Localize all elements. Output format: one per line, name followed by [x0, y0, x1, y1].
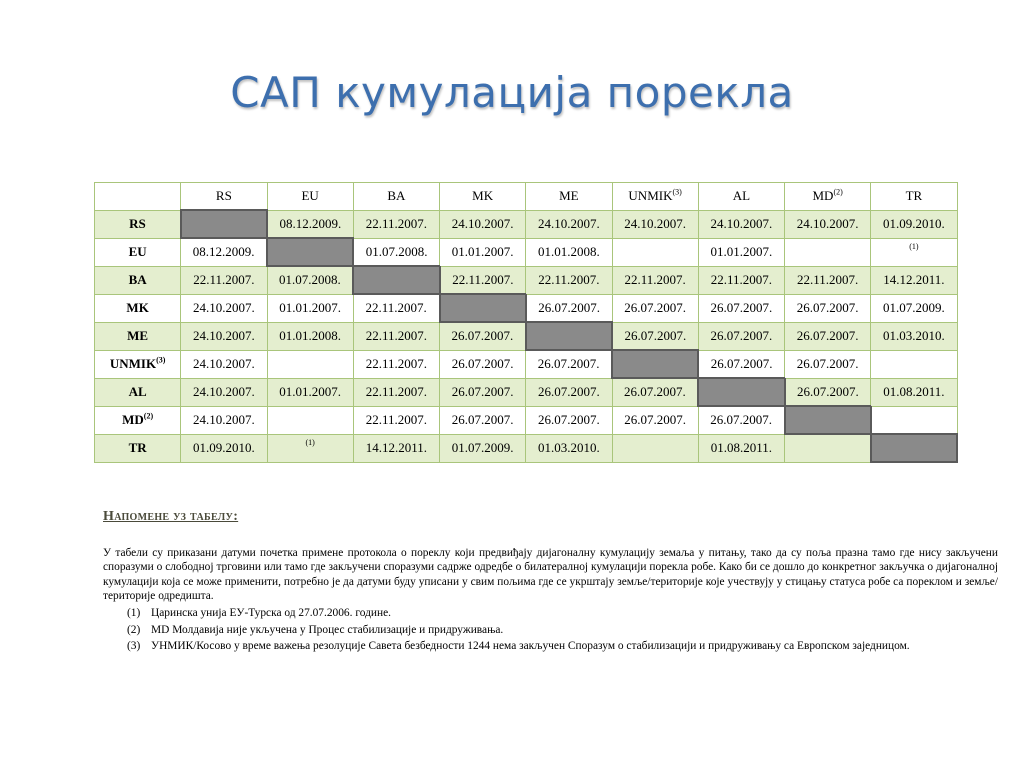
column-header-label: RS	[215, 188, 232, 203]
date-cell: 24.10.2007.	[612, 210, 698, 238]
date-cell: 26.07.2007.	[698, 322, 784, 350]
footnotes-list	[103, 605, 998, 655]
column-header	[698, 183, 784, 211]
date-cell: 01.03.2010.	[871, 322, 957, 350]
row-header-label: UNMIK	[109, 356, 157, 371]
footnote-marker: (2)	[143, 411, 154, 421]
date-cell: 26.07.2007.	[785, 378, 871, 406]
date-cell: 22.11.2007.	[353, 294, 439, 322]
table-row	[95, 294, 958, 322]
date-cell: 22.11.2007.	[353, 322, 439, 350]
date-cell: 22.11.2007.	[612, 266, 698, 294]
footnote-item	[103, 638, 998, 655]
diagonal-cell	[440, 294, 526, 322]
row-header-label: BA	[128, 272, 147, 287]
header-row	[95, 183, 958, 211]
row-header	[95, 322, 181, 350]
diagonal-cell	[181, 210, 267, 238]
date-cell: 26.07.2007.	[526, 350, 612, 378]
date-cell: 01.08.2011.	[698, 434, 784, 462]
column-header	[526, 183, 612, 211]
date-cell	[267, 350, 353, 378]
date-cell: 01.01.2008.	[526, 238, 612, 266]
row-header	[95, 378, 181, 406]
date-cell: 22.11.2007.	[353, 406, 439, 434]
date-cell: 26.07.2007.	[526, 406, 612, 434]
date-cell: 24.10.2007.	[181, 294, 267, 322]
date-cell: 01.01.2007.	[267, 378, 353, 406]
corner-cell	[95, 183, 181, 211]
column-header-label: MD	[812, 188, 834, 204]
date-cell: 26.07.2007.	[785, 294, 871, 322]
column-header	[785, 183, 871, 211]
date-cell: 01.01.2007.	[267, 294, 353, 322]
footnote-number: (3)	[127, 640, 141, 652]
row-header	[95, 406, 181, 434]
date-cell	[871, 238, 957, 266]
date-cell: 24.10.2007.	[440, 210, 526, 238]
column-header-label: UNMIK	[628, 188, 673, 204]
column-header-label: EU	[301, 188, 319, 204]
footnote-item	[103, 622, 998, 639]
footnote-number: (2)	[127, 623, 141, 636]
footnote-marker: (3)	[672, 187, 682, 197]
date-cell: 24.10.2007.	[526, 210, 612, 238]
row-header-label: RS	[129, 216, 146, 231]
column-header	[612, 183, 698, 211]
date-cell	[612, 434, 698, 462]
diagonal-cell	[612, 350, 698, 378]
date-cell: 24.10.2007.	[181, 406, 267, 434]
date-cell: 01.07.2008.	[267, 266, 353, 294]
date-cell	[785, 434, 871, 462]
row-header-label: ME	[127, 328, 149, 343]
diagonal-cell	[698, 378, 784, 406]
date-cell: 01.07.2009.	[871, 294, 957, 322]
row-header-label: MD	[122, 412, 144, 427]
table-row	[95, 266, 958, 294]
row-header-label: AL	[128, 384, 147, 399]
date-cell: 22.11.2007.	[526, 266, 612, 294]
date-cell: 08.12.2009.	[267, 210, 353, 238]
date-cell: 22.11.2007.	[785, 266, 871, 294]
date-cell: 01.09.2010.	[181, 434, 267, 462]
footnote-text: Царинска унија ЕУ-Турска од 27.07.2006. године.	[151, 607, 391, 619]
date-cell: 24.10.2007.	[181, 350, 267, 378]
date-cell	[871, 406, 957, 434]
date-cell: 26.07.2007.	[440, 406, 526, 434]
date-cell: 24.10.2007.	[181, 322, 267, 350]
table-row	[95, 434, 958, 462]
date-cell: 01.01.2008.	[267, 322, 353, 350]
date-cell: 01.07.2008.	[353, 238, 439, 266]
date-cell: 24.10.2007.	[181, 378, 267, 406]
column-header	[353, 183, 439, 211]
footnote-number: (1)	[127, 607, 141, 619]
notes-body: У табели су приказани датуми почетка примене протокола о пореклу који предвиђају дијагоналну кумулацију земаља у питању, тако да су поља празна тамо где нису закључени споразуми о слободној трговини или тамо где закључени споразуми садрже одредбе о билатералној кумулацији порекла робе. Како би се дошло до конкретног закључка о дијагоналној кумулацији која се може применити, потребно је да датуми буду уписани у свим пољима где се укрштају земље/територије које учествују у стицању статуса робе са пореклом и земље/територије одредишта.	[103, 547, 998, 603]
table-row	[95, 406, 958, 434]
row-header	[95, 266, 181, 294]
date-cell: 22.11.2007.	[353, 378, 439, 406]
date-cell: 26.07.2007.	[612, 322, 698, 350]
date-cell: 22.11.2007.	[353, 350, 439, 378]
date-cell: 14.12.2011.	[353, 434, 439, 462]
notes-heading: Напомене уз табелу:	[103, 509, 239, 524]
diagonal-cell	[526, 322, 612, 350]
column-header	[871, 183, 957, 211]
date-cell: 26.07.2007.	[785, 350, 871, 378]
row-header	[95, 434, 181, 462]
date-cell: 24.10.2007.	[698, 210, 784, 238]
diagonal-cell	[267, 238, 353, 266]
column-header	[440, 183, 526, 211]
footnote-item	[103, 605, 998, 622]
date-cell: 26.07.2007.	[612, 294, 698, 322]
date-cell	[871, 350, 957, 378]
column-header-label: BA	[387, 188, 406, 204]
date-cell: 01.01.2007.	[440, 238, 526, 266]
date-cell: 08.12.2009.	[181, 238, 267, 266]
date-cell: 14.12.2011.	[871, 266, 957, 294]
date-cell: 01.08.2011.	[871, 378, 957, 406]
column-header	[181, 183, 267, 211]
column-header-label: TR	[905, 188, 923, 204]
date-cell: 26.07.2007.	[440, 322, 526, 350]
footnote-marker: (3)	[156, 355, 166, 365]
diagonal-cell	[871, 434, 957, 462]
column-header-label: AL	[732, 188, 751, 204]
footnote-text: УНМИК/Косово у време важења резолуције Савета безбедности 1244 нема закључен Споразум о стабилизацији и придруживању са Европском заједницом.	[151, 640, 910, 652]
cumulation-matrix	[94, 182, 958, 463]
date-cell: 26.07.2007.	[526, 294, 612, 322]
date-cell	[267, 406, 353, 434]
date-cell: 26.07.2007.	[698, 406, 784, 434]
row-header-label: MK	[126, 300, 149, 315]
date-cell: 26.07.2007.	[612, 378, 698, 406]
date-cell: 01.01.2007.	[698, 238, 784, 266]
date-cell: 24.10.2007.	[785, 210, 871, 238]
date-cell: 26.07.2007.	[440, 350, 526, 378]
date-cell: 26.07.2007.	[440, 378, 526, 406]
row-header-label: EU	[128, 244, 147, 259]
table-row	[95, 350, 958, 378]
footnote-marker: (1)	[909, 241, 919, 251]
footnote-marker: (1)	[305, 437, 315, 447]
date-cell	[785, 238, 871, 266]
date-cell: 26.07.2007.	[612, 406, 698, 434]
date-cell: 26.07.2007.	[698, 294, 784, 322]
table-row	[95, 238, 958, 266]
footnote-text: MD Молдавија није укључена у Процес стабилизације и придруживања.	[151, 623, 504, 636]
row-header	[95, 238, 181, 266]
date-cell: 22.11.2007.	[440, 266, 526, 294]
row-header	[95, 210, 181, 238]
date-cell: 01.09.2010.	[871, 210, 957, 238]
date-cell: 26.07.2007.	[698, 350, 784, 378]
date-cell	[612, 238, 698, 266]
footnote-marker: (2)	[833, 187, 843, 197]
column-header-label: ME	[559, 188, 579, 204]
page-title: САП кумулација порекла	[230, 68, 794, 117]
row-header	[95, 294, 181, 322]
date-cell: 22.11.2007.	[698, 266, 784, 294]
row-header	[95, 350, 181, 378]
column-header-label: MK	[472, 188, 494, 204]
date-cell	[267, 434, 353, 462]
date-cell: 26.07.2007.	[526, 378, 612, 406]
diagonal-cell	[353, 266, 439, 294]
table-row	[95, 378, 958, 406]
date-cell: 22.11.2007.	[181, 266, 267, 294]
column-header	[267, 183, 353, 211]
table-row	[95, 322, 958, 350]
row-header-label: TR	[128, 440, 147, 455]
diagonal-cell	[785, 406, 871, 434]
date-cell: 01.07.2009.	[440, 434, 526, 462]
date-cell: 01.03.2010.	[526, 434, 612, 462]
table-row	[95, 210, 958, 238]
date-cell: 22.11.2007.	[353, 210, 439, 238]
date-cell: 26.07.2007.	[785, 322, 871, 350]
